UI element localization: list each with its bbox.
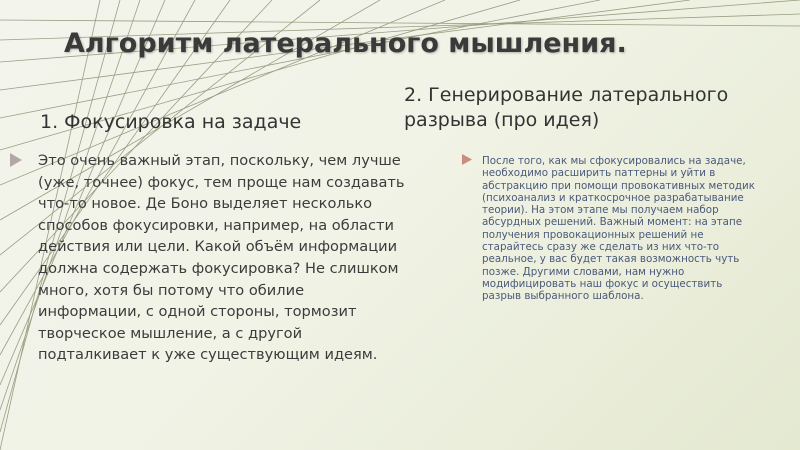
triangle-bullet-icon — [10, 152, 22, 171]
slide-title: Алгоритм латерального мышления. — [64, 28, 627, 59]
triangle-bullet-icon — [462, 154, 472, 169]
right-heading: 2. Генерирование латерального разрыва (про идея) — [404, 84, 729, 131]
left-heading: 1. Фокусировка на задаче — [40, 111, 302, 133]
right-body-text: После того, как мы сфокусировались на задаче, необходимо расширить паттерны и уйти в абстракцию при помощи провокативных методик (психоанализ и краткосрочное разрабатывание теории). На этом этапе мы получаем набор абсурдных решений. Важный момент: на этапе получения провокационных решений не старайтесь сразу же сделать из них что-то реальное, у вас будет такая возможность чуть позже. Другими словами, нам нужно модифицировать наш фокус и осуществить разрыв выбранного шаблона. — [482, 155, 755, 303]
left-body-text: Это очень важный этап, поскольку, чем лучше (уже, точнее) фокус, тем проще нам создавать что-то новое. Де Боно выделяет несколько способов фокусировки, например, на области действия или цели. Какой объём информации должна содержать фокусировка? Не слишком много, хотя бы потому что обилие информации, с одной стороны, тормозит творческое мышление, а с другой подталкивает к уже существующим идеям. — [38, 152, 405, 364]
